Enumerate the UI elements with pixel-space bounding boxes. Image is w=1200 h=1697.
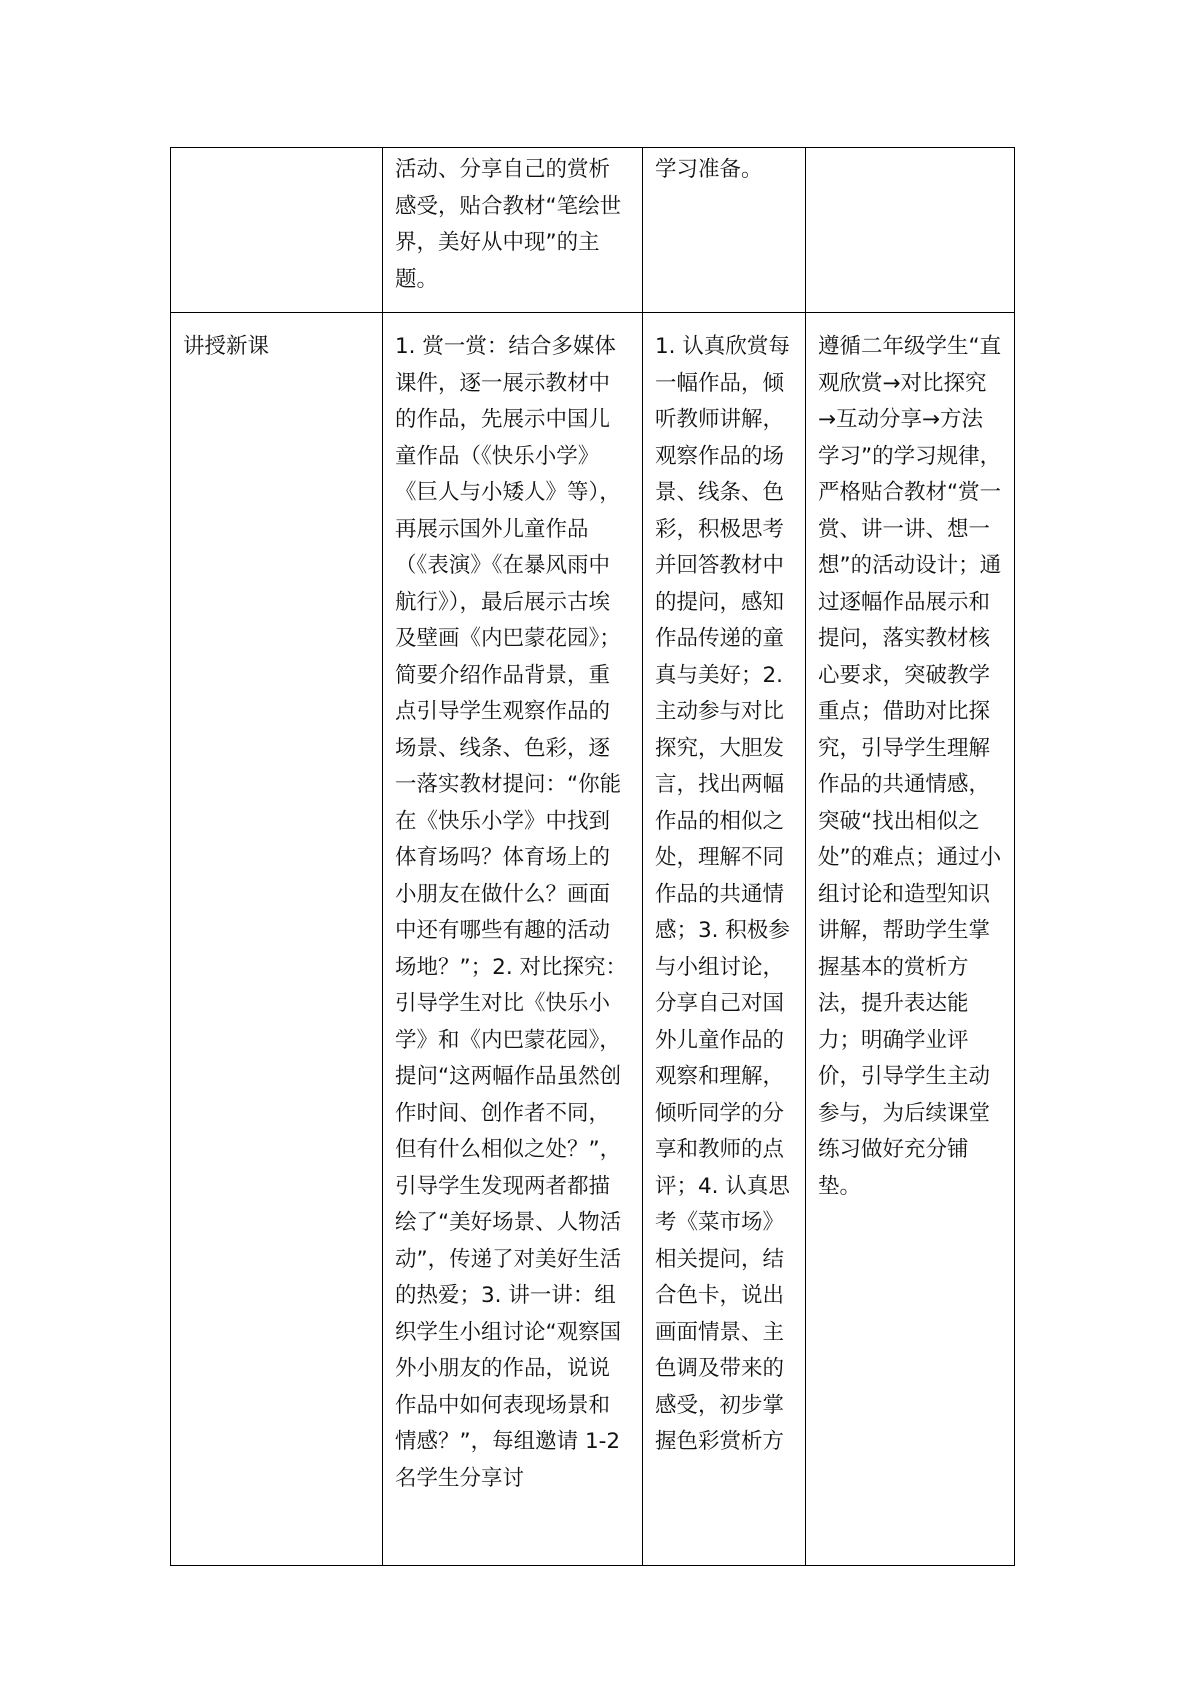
student-activity-cell: 学习准备。 [643, 148, 806, 313]
student-activity-cell: 1. 认真欣赏每一幅作品，倾听教师讲解，观察作品的场景、线条、色彩，积极思考并回答教材中的提问，感知作品传递的童真与美好；2. 主动参与对比探究，大胆发言，找出两幅作品的相似之处，理解不同作品的共通情感；3. 积极参与小组讨论，分享自己对国外儿童作品的观察和理解，倾听同学的分享和教师的点评；4. 认真思考《菜市场》相关提问，结合色卡，说出画面情景、主色调及带来的感受，初步掌握色彩赏析方 [643, 313, 806, 1566]
teacher-activity-cell: 1. 赏一赏：结合多媒体课件，逐一展示教材中的作品，先展示中国儿童作品（《快乐小学》《巨人与小矮人》等），再展示国外儿童作品（《表演》《在暴风雨中航行》），最后展示古埃及壁画《内巴蒙花园》；简要介绍作品背景，重点引导学生观察作品的场景、线条、色彩，逐一落实教材提问：“你能在《快乐小学》中找到体育场吗？体育场上的小朋友在做什么？画面中还有哪些有趣的活动场地？”；2. 对比探究：引导学生对比《快乐小学》和《内巴蒙花园》，提问“这两幅作品虽然创作时间、创作者不同，但有什么相似之处？”，引导学生发现两者都描绘了“美好场景、人物活动”，传递了对美好生活的热爱；3. 讲一讲：组织学生小组讨论“观察国外小朋友的作品，说说作品中如何表现场景和情感？”，每组邀请 1-2 名学生分享讨 [383, 313, 643, 1566]
design-intent-cell: 遵循二年级学生“直观欣赏→对比探究→互动分享→方法学习”的学习规律，严格贴合教材“赏一赏、讲一讲、想一想”的活动设计；通过逐幅作品展示和提问，落实教材核心要求，突破教学重点；借助对比探究，引导学生理解作品的共通情感，突破“找出相似之处”的难点；通过小组讨论和造型知识讲解，帮助学生掌握基本的赏析方法，提升表达能力；明确学业评价，引导学生主动参与，为后续课堂练习做好充分铺垫。 [806, 313, 1015, 1566]
design-intent-cell [806, 148, 1015, 313]
teacher-activity-cell: 活动、分享自己的赏析感受，贴合教材“笔绘世界，美好从中现”的主题。 [383, 148, 643, 313]
stage-cell [171, 148, 383, 313]
lesson-plan-table [170, 147, 1015, 1566]
table-row [171, 313, 1015, 1566]
table-row [171, 148, 1015, 313]
stage-cell: 讲授新课 [171, 313, 383, 1566]
